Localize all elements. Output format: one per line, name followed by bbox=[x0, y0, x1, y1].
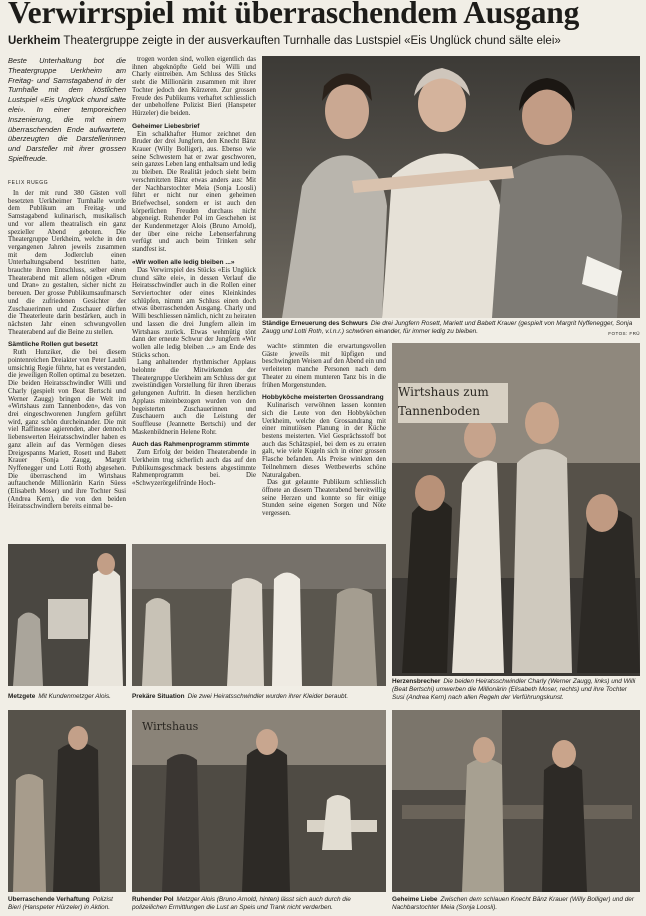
headline: Verwirrspiel mit überraschendem Ausgang bbox=[8, 0, 580, 30]
subheading: Geheimer Liebesbrief bbox=[132, 122, 200, 130]
caption-verhaftung bbox=[8, 896, 126, 914]
photo-herzensbrecher-sign: Wirtshaus zum Tannenboden bbox=[398, 383, 508, 423]
caption-prekaere-situation bbox=[132, 693, 386, 702]
photo-geheime-liebe-image bbox=[392, 710, 640, 892]
caption-ruhender-title: Ruhender Pol bbox=[132, 896, 174, 903]
subheading: Hobbyköche meisterten Grossandrang bbox=[262, 394, 384, 402]
kicker-place: Uerkheim bbox=[8, 35, 61, 47]
caption-main-text: Die drei Jungfern Rosett, Mariett und Babett Krauer (gespielt von Margrit Nyffenegger, Sonja Zaugg und Lotti Roth, v.l.n.r.) schwören einander, für immer ledig zu bleiben. bbox=[262, 320, 633, 335]
photo-three-women-oath bbox=[262, 56, 640, 318]
caption-metzgete bbox=[8, 693, 126, 702]
paragraph: Ruth Hunziker, die bei diesem pointenreichen Dreiakter von Peter Laubli umsichtig Regie führte, hat es verstanden, die jeweiligen Rollen optimal zu besetzen. Die beiden Heiratsschwindler Willi und Charly (gespielt von Beat Bertschi und Werner Zaugg) bringen die Welt im «Wirtshaus zum Tannenboden», das von drei eingeschworenen Jungfern geführt wird, ganz schön durcheinander. Die mit viel Raffinesse agierenden, aber dennoch liebenswerten Heiratsschwindler haben es ganz allein auf das Vermögen dieses Dreigespanns Mariett, Rosett und Babett Krauer (Sonja Zaugg, Margrit Nyffenegger und Lotti Roth) abgesehen. Die überraschend im Wirtshaus auftauchende Millionärin Karin Süess (Elisabeth Moser) und ihre Tochter Susi (Andrea Kern), die von den beiden Heiratsschwindlern bereits einmal be- bbox=[8, 349, 126, 511]
paragraph: trogen worden sind, wollen eigentlich das ihnen abgeknöpfte Geld bei Willi und Charly eintreiben. Am Schluss des Stücks steht die Millionärin zusammen mit ihrer Tochter jedoch den Kürzeren. Zur grossen Freude des Publikums verhaftet schliesslich der unbeholfene Polizist Bieri (Hanspeter Hürzeler) die beiden. bbox=[132, 56, 256, 117]
caption-verhaftung-text: Polizist Bieri (Hanspeter Hürzeler) in Aktion. bbox=[8, 896, 113, 911]
paragraph: Ein schalkhafter Humor zeichnet den Bruder der drei Jungfern, den Knecht Bänz Krauer (Willy Bolliger), aus. Ebenso wie seine Schwestern hat er zwar geschworen, sein ganzes Leben lang enthaltsam und ledig zu bleiben. Die Realität jedoch sieht beim verschmitzten Bänz etwas anders aus: Mit der Nachbarstochter Meia (Sonja Loosli) führt er nicht nur einen geheimen Briefwechsel, sondern er ist auch den körperlichen Freuden durchaus nicht abgeneigt. Ruhender Pol im Geschehen ist der Kundenmetzger Alois (Bruno Arnold), der über eine reiche Lebenserfahrung verfügt und auch beim Trinken sehr standfest ist. bbox=[132, 130, 256, 254]
kicker bbox=[8, 33, 640, 50]
article-column-2 bbox=[132, 56, 256, 542]
caption-geheime-title: Geheime Liebe bbox=[392, 896, 438, 903]
photo-prekaere-situation bbox=[132, 544, 386, 686]
paragraph: In der mit rund 380 Gästen voll besetzten Uerkheimer Turnhalle wurde dem Publikum am Freitag- und Samstagabend kulinarisch, musikalisch und vor allem theatralisch ein ganz spezieller Abend geboten. Die Theatergruppe Uerkheim, welche in den vergangenen Jahren jeweils zusammen mit dem Jodlerclub einen Unterhaltungsabend bestritten hatte, brauchte ihren Entschluss, selber einen Theaterabend mit allem nötigen «Drum und Dran» zu gestalten, sicher nicht zu bereuen. Der grosse Publikumsaufmarsch und die zufriedenen Gesichter der Zuschauerinnen und Zuschauer dürften die Theaterleute darin bestärken, auch in nächsten Jahr einen schwungvollen Theaterabend auf die Beine zu stellen. bbox=[8, 190, 126, 336]
caption-herzensbrecher bbox=[392, 678, 640, 710]
paragraph: wacht» stimmten die erwartungsvollen Gäste jeweils mit lüpfigen und beschwingten Weisen auf den Abend ein und verleiteten manche Personen nach dem Theater zu einem munteren Tanz bis in die frühen Morgenstunden. bbox=[262, 343, 386, 389]
caption-prekaere-text: Die zwei Heiratsschwindler wurden ihrer Kleider beraubt. bbox=[187, 693, 349, 700]
paragraph: Kulinarisch verwöhnen lassen konnten sich die Leute von den Hobbyköchen Uerkheim, welche den Grossandrang mit einer minutiösen Planung in der Küche bestens meisterten. Viel Gesprächsstoff bot auch das Schätzspiel, bei dem es zu erraten galt, wie viele Kugeln sich in einer grossen Flasche befanden. Als Preise winkten den Teilnehmern dieses Wettbewerbs schöne Naturalgaben. bbox=[262, 402, 386, 479]
caption-geheime-liebe bbox=[392, 896, 640, 914]
caption-metzgete-text: Mit Kundenmetzger Alois. bbox=[38, 693, 111, 700]
article-column-3 bbox=[262, 343, 386, 542]
subheading: Auch das Rahmenprogramm stimmte bbox=[132, 441, 250, 449]
caption-geheime-text: Zwischen dem schlauen Knecht Bänz Krauer (Willy Bolliger) und der Nachbarstochter Meia (Sonja Loosli). bbox=[392, 896, 634, 911]
photo-geheime-liebe bbox=[392, 710, 640, 892]
photo-verhaftung-image bbox=[8, 710, 126, 892]
photo-prekaere-situation-image bbox=[132, 544, 386, 686]
subheading: Sämtliche Rollen gut besetzt bbox=[8, 341, 98, 349]
author-byline: FELIX RÜEGG bbox=[8, 180, 49, 186]
paragraph: Lang anhaltender rhythmischer Applaus belohnte die Mitwirkenden der Theatergruppe Uerkheim am Schluss der gut zweistündigen Vorstellung für ihren überaus gelungenen Auftritt. In diesen herzlichen Applaus miteinbezogen wurden von den begeisterten Zuschauerinnen und Zuschauern auch die Leistung der Souffleuse (Jeannette Bertschi) und der Maskenbildnerin Helene Rohr. bbox=[132, 359, 256, 436]
lead-paragraph: Beste Unterhaltung bot die Theatergruppe Uerkheim am Freitag- und Samstagabend in der Turnhalle mit dem köstlichen Lustspiel «Eis Unglück chund sälte elei». In einer temporeichen Inszenierung, die mit einem überraschenden Ende aufwartete, überzeugten die Darstellerinnen und Darsteller mit ihrer grossen Spielfreude. bbox=[8, 56, 126, 163]
caption-metzgete-title: Metzgete bbox=[8, 693, 36, 700]
caption-ruhender-pol bbox=[132, 896, 386, 914]
photo-metzgete-image bbox=[8, 544, 126, 686]
subheading: «Wir wollen alle ledig bleiben ...» bbox=[132, 258, 235, 266]
caption-verhaftung-title: Überraschende Verhaftung bbox=[8, 896, 90, 903]
photo-metzgete bbox=[8, 544, 126, 686]
photo-ruhender-pol-sign: Wirtshaus bbox=[142, 720, 199, 733]
article-column-1 bbox=[8, 190, 126, 542]
photo-credit: FOTOS: FRÜ bbox=[608, 331, 640, 336]
kicker-text: Theatergruppe zeigte in der ausverkauften Turnhalle das Lustspiel «Eis Unglück chund sälte elei» bbox=[63, 35, 561, 47]
paragraph: Das gut gelaunte Publikum schliesslich öffnete an diesem Theaterabend bereitwillig seine Herzen und konnte so für einige Stunden seine eigenen Sorgen und Nöte vergessen. bbox=[262, 479, 386, 518]
paragraph: Zum Erfolg der beiden Theaterabende in Uerkheim trug sicherlich auch das auf den Publikumsgeschmack bestens abgestimmte Rahmenprogramm bei. Die «Schwyzerörgelifründe Hoch- bbox=[132, 449, 256, 488]
caption-main-title: Ständige Erneuerung des Schwurs bbox=[262, 320, 368, 327]
paragraph: Das Verwirrspiel des Stücks «Eis Unglück chund sälte elei», in dessen Verlauf die Heiratsschwindler auch in die Rollen einer Serviertochter oder eines Kleinkindes schlüpfen, nimmt am Schluss einen doch etwas überraschenden Ausgang. Charly und Willi beschliessen nämlich, nicht zu heiraten und lassen die drei Jungfern allein im Wirtshaus zurück. Etwas wehmütig tönt dann der erneute Schwur der Jungfern «Wir wollen alle ledig bleiben ...» am Ende des Stücks schon. bbox=[132, 266, 256, 359]
caption-herzensbrecher-text: Die beiden Heiratsschwindler Charly (Werner Zaugg, links) und Willi (Beat Bertschi) umwerben die Millionärin (Elisabeth Moser, rechts) und ihre Tochter Susi (Andrea Kern) nach allen Regeln der Verführungskunst. bbox=[392, 678, 636, 701]
caption-herzensbrecher-title: Herzensbrecher bbox=[392, 678, 441, 685]
photo-ruhender-pol bbox=[132, 710, 386, 892]
caption-ruhender-text: Metzger Alois (Bruno Arnold, hinten) lässt sich auch durch die polizeilichen Ermittlungen die Lust an Speis und Trank nicht verderben. bbox=[132, 896, 351, 911]
photo-three-women-oath-image bbox=[262, 56, 640, 318]
caption-prekaere-title: Prekäre Situation bbox=[132, 693, 185, 700]
photo-ruhender-pol-image bbox=[132, 710, 386, 892]
photo-verhaftung bbox=[8, 710, 126, 892]
photo-herzensbrecher bbox=[392, 343, 640, 676]
